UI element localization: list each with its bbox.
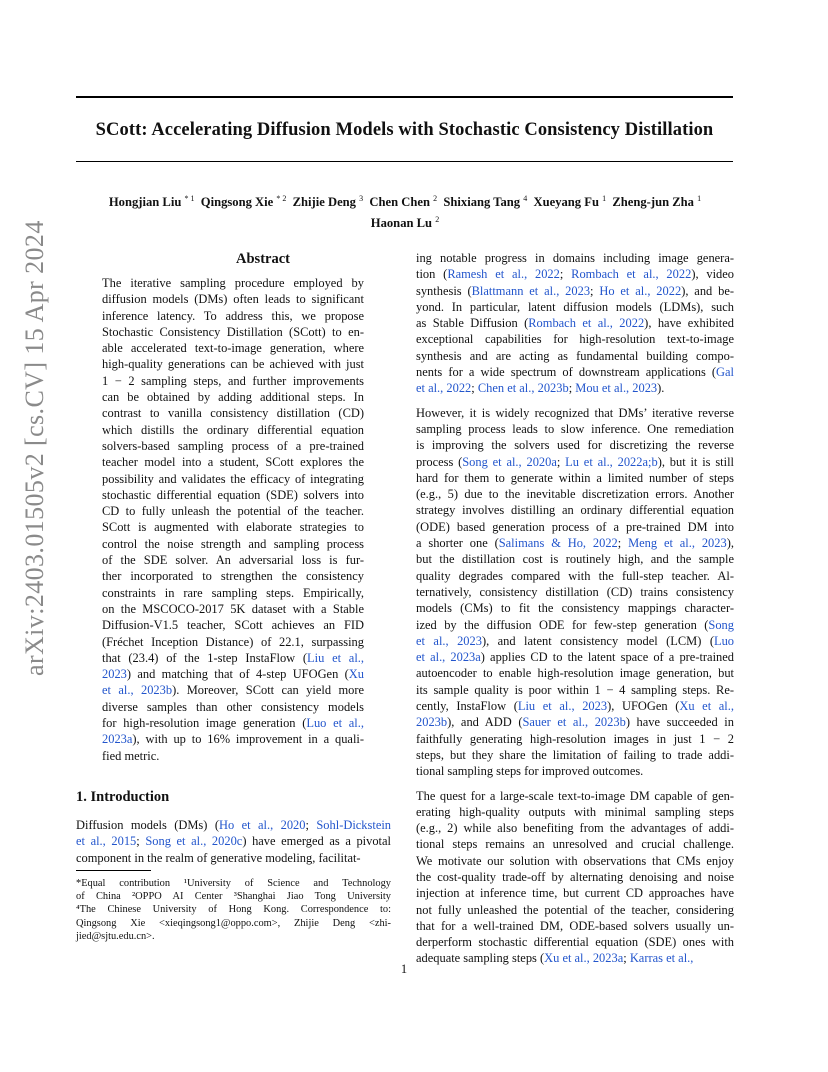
author-name: Zhijie Deng $^3$: [292, 194, 364, 210]
footnote-rule: [76, 870, 151, 871]
text-line: ing notable progress in domains including image genera-: [416, 251, 734, 265]
text-line: that (23.4) of the 1-step InstaFlow (Liu et al.,: [102, 650, 364, 665]
text-line: adequate sampling steps (Xu et al., 2023a; Karras et al.,: [416, 951, 694, 966]
text-line: Qingsong Xie <xieqingsong1@oppo.com>, Zhijie Deng <zhi-: [76, 917, 391, 929]
citation-link[interactable]: Rombach et al., 2022: [571, 267, 692, 282]
author-affiliation-mark: 2: [433, 194, 438, 203]
text-line: et al., 2023b). Moreover, SCott can yield more: [102, 683, 365, 698]
text-line: exceptional capabilities for high-resolution text-to-image: [416, 332, 734, 347]
citation-link[interactable]: Song et al., 2020a: [462, 454, 557, 469]
text-line: The quest for a large-scale text-to-image DM capable of gen-: [416, 788, 734, 803]
paragraph: [76, 877, 391, 943]
citation-link[interactable]: Rombach et al., 2022: [528, 316, 645, 331]
title-bottom-rule: [76, 161, 733, 162]
citation-link[interactable]: 2023a: [102, 732, 133, 747]
text-line: *Equal contribution ¹University of Science and Technology: [76, 878, 391, 889]
text-line: tion (Ramesh et al., 2022; Rombach et al., 2022), video: [416, 267, 735, 282]
paragraph: [76, 817, 391, 866]
text-line: The iterative sampling procedure employed by: [102, 276, 364, 290]
text-line: Diffusion models (DMs) (Ho et al., 2020; Sohl-Dickstein: [76, 818, 392, 832]
citation-link[interactable]: Ho et al., 2020: [218, 818, 306, 832]
text-line: stochastic differential equation (SDE) solvers into: [102, 487, 364, 502]
text-line: that for a well-trained DM, ODE-based solvers usually un-: [416, 918, 734, 933]
citation-link[interactable]: Liu et al.,: [307, 650, 364, 665]
author-name: Shixiang Tang $^4$: [443, 194, 528, 210]
text-line: ternatively, consistency distillation (CD) trains consistency: [416, 584, 734, 599]
text-line: but the distillation cost is routinely high, and the sample: [416, 552, 734, 567]
text-line: possibility and validates the efficacy of integrating: [102, 471, 364, 486]
paragraph: [416, 788, 734, 967]
text-line: strategy involves distilling an ordinary differential equation: [416, 503, 734, 518]
text-line: derperform stochastic differential equation (SDE) ones with: [416, 935, 734, 950]
text-line: Stochastic Consistency Distillation (SCott) to en-: [102, 324, 364, 339]
text-line: teacher model into a student, SCott explores the: [102, 455, 364, 470]
arxiv-stamp-text: arXiv:2403.01505v2 [cs.CV] 15 Apr 2024: [20, 220, 49, 676]
author-affiliation-mark: 1: [697, 194, 702, 203]
citation-link[interactable]: Sauer et al., 2023b: [522, 715, 626, 730]
citation-link[interactable]: Blattmann et al., 2023: [471, 283, 591, 298]
text-line: SCott is augmented with elaborate strategies to: [102, 520, 364, 535]
text-line: able accelerated text-to-image generation, where: [102, 341, 364, 356]
author-name: Zheng-jun Zha $^1$: [612, 194, 702, 210]
abstract-heading: Abstract: [236, 251, 290, 267]
text-line: 2023b), and ADD (Sauer et al., 2023b) have succeeded in: [416, 715, 734, 730]
author-name: Qingsong Xie $^{* 2}$: [200, 194, 287, 210]
paragraph: [416, 250, 734, 397]
text-line: 1 − 2 sampling steps, and further improvements: [102, 373, 364, 388]
text-line: We motivate our solution with observations that CMs enjoy: [416, 853, 734, 868]
text-line: tional steps remains an unresolved and crucial challenge.: [416, 837, 734, 852]
text-line: ther incorporated to strengthen the consistency: [102, 569, 364, 584]
author-affiliation-mark: 4: [523, 194, 528, 203]
paragraph: [102, 275, 364, 764]
citation-link[interactable]: et al., 2023a: [416, 650, 481, 665]
text-line: of China ²OPPO AI Center ³Shanghai Jiao Tong University: [76, 891, 391, 903]
citation-link[interactable]: Ho et al., 2022: [599, 283, 682, 298]
citation-link[interactable]: et al., 2015: [76, 834, 137, 849]
author-affiliation-mark: * 1: [184, 194, 195, 203]
citation-link[interactable]: 2023b: [416, 715, 448, 730]
text-line: CD to fully unleash the potential of the teacher.: [102, 504, 364, 519]
text-line: process (Song et al., 2020a; Lu et al., 2022a;b), but it is still: [416, 454, 734, 469]
text-line: high-quality generations can be achieved with just: [102, 357, 364, 372]
text-line: et al., 2023), and latent consistency model (LCM) (Luo: [416, 633, 735, 648]
author-name: Hongjian Liu $^{* 1}$: [108, 194, 195, 210]
text-line: (ODE) based generation process of a pre-trained DM into: [416, 519, 734, 534]
text-line: as Stable Diffusion (Rombach et al., 2022), have exhibited: [416, 316, 734, 331]
text-line: (e.g., 5) due to the inevitable discretization errors. Another: [416, 487, 734, 502]
citation-link[interactable]: Liu et al., 2023: [517, 699, 608, 714]
citation-link[interactable]: Meng et al., 2023: [628, 536, 727, 551]
text-line: jied@sjtu.edu.cn>.: [76, 930, 155, 942]
citation-link[interactable]: et al., 2023b: [102, 683, 173, 698]
text-line: inference latency. To address this, we propose: [102, 308, 364, 323]
text-line: can be obtained by adding additional steps. In: [102, 390, 364, 405]
text-line: is improving the solvers used for discretizing the reverse: [416, 438, 734, 453]
text-line: its sample quality is poor within 1 − 4 sampling steps. Re-: [416, 682, 734, 697]
text-line: injection at inference time, but current CD approaches have: [416, 886, 734, 901]
author-name: Xueyang Fu $^1$: [533, 194, 607, 210]
text-line: cently, InstaFlow (Liu et al., 2023), UFOGen (Xu et al.,: [416, 699, 734, 714]
paper-title: SCott: Accelerating Diffusion Models with Stochastic Consistency Distillation: [95, 120, 714, 140]
text-line: not fully unleashed the potential of the teacher, considering: [416, 902, 734, 917]
text-line: diverse samples than other consistency models: [102, 699, 364, 714]
author-affiliation-mark: 3: [359, 194, 364, 203]
footnote: [76, 877, 391, 943]
author-affiliation-mark: 2: [435, 215, 440, 225]
citation-link[interactable]: Song et al., 2020c: [145, 834, 243, 849]
citation-link[interactable]: Ramesh et al., 2022: [447, 267, 560, 282]
text-line: diffusion models (DMs) often leads to significant: [102, 292, 364, 307]
citation-link[interactable]: Luo et al.,: [306, 716, 364, 731]
citation-link[interactable]: et al., 2022: [416, 381, 472, 396]
text-line: control the noise strength and sampling process: [102, 536, 364, 551]
author-affiliation-mark: * 2: [276, 194, 287, 203]
right-column-body: [416, 250, 734, 975]
author-name: Haonan Lu $^2$: [370, 215, 440, 231]
citation-link[interactable]: Lu et al., 2022a;b: [565, 454, 658, 469]
author-name: Chen Chen $^2$: [369, 194, 438, 210]
author-affiliation-mark: 1: [602, 194, 607, 203]
citation-link[interactable]: Xu et al., 2023a: [544, 951, 624, 966]
citation-link[interactable]: Xu: [348, 667, 364, 682]
abstract-body: [102, 275, 364, 764]
citation-link[interactable]: Karras et al.,: [629, 951, 694, 966]
citation-link[interactable]: Sohl-Dickstein: [316, 818, 392, 832]
text-line: for high-resolution image generation (Luo et al.,: [102, 716, 364, 731]
text-line: steps, but they share the limitation of failing to trade addi-: [416, 747, 734, 762]
text-line: faithfully generating high-resolution images in just 1 − 2: [416, 731, 734, 746]
text-line: 2023a), with up to 16% improvement in a quali-: [102, 732, 364, 747]
text-line: fied metric.: [102, 748, 160, 763]
author-line: [60, 190, 750, 211]
paragraph: [416, 405, 734, 780]
text-line: (e.g., 2) while also benefiting from the advantages of addi-: [416, 821, 734, 836]
text-line: erating high-quality outputs with minimal sampling steps: [416, 804, 734, 819]
text-line: et al., 2023a) applies CD to the latent space of a pre-trained: [416, 650, 734, 665]
text-line: contrast to vanilla consistency distillation (CD): [102, 406, 364, 421]
text-line: which distills the ordinary differential equation: [102, 422, 364, 437]
text-line: Diffusion-V1.5 teacher, SCott achieves an FID: [102, 618, 364, 633]
text-line: component in the realm of generative modeling, facilitat-: [76, 850, 361, 865]
text-line: ⁴The Chinese University of Hong Kong. Correspondence to:: [76, 904, 391, 916]
citation-link[interactable]: Gal: [716, 365, 734, 380]
text-line: the cost-quality trade-off by alternating denoising and noise: [416, 869, 734, 884]
introduction-body: [76, 817, 391, 866]
text-line: synthesis and are acting as fundamental building compo-: [416, 348, 734, 363]
text-line: et al., 2022; Chen et al., 2023b; Mou et al., 2023).: [416, 381, 665, 396]
author-line: [60, 211, 750, 232]
text-line: synthesis (Blattmann et al., 2023; Ho et al., 2022), and be-: [416, 283, 734, 298]
citation-link[interactable]: Chen et al., 2023b: [477, 381, 569, 396]
text-line: autoencoder to enable high-resolution image generation, but: [416, 666, 734, 681]
citation-link[interactable]: et al., 2023: [416, 633, 482, 648]
text-line: models (CMs) to fit the consistency mappings character-: [416, 601, 734, 616]
text-line: constraints in rare sampling steps. Empirically,: [102, 585, 364, 600]
text-line: a shorter one (Salimans & Ho, 2022; Meng et al., 2023),: [416, 536, 734, 551]
page-number: 1: [400, 962, 408, 976]
text-line: on the MSCOCO-2017 5K dataset with a Stable: [102, 601, 364, 616]
citation-link[interactable]: Xu et al.,: [679, 699, 734, 714]
title-top-rule: [76, 96, 733, 98]
text-line: (Fréchet Inception Distance) of 22.1, surpassing: [102, 634, 364, 649]
citation-link[interactable]: Song: [708, 617, 734, 632]
text-line: However, it is widely recognized that DMs’ iterative reverse: [416, 405, 734, 420]
text-line: hard for them to generate within a limited number of steps: [416, 470, 734, 485]
text-line: et al., 2015; Song et al., 2020c) have emerged as a pivotal: [76, 834, 391, 849]
author-list: [60, 190, 750, 232]
citation-link[interactable]: 2023: [102, 667, 127, 682]
text-line: 2023) and matching that of 4-step UFOGen (Xu: [102, 667, 364, 682]
text-line: solvers-based sampling process of a pre-trained: [102, 438, 364, 453]
text-line: quality degrades compared with the full-step teacher. Al-: [416, 568, 734, 583]
citation-link[interactable]: Luo: [713, 633, 735, 648]
text-line: nents for a wide spectrum of downstream applications (Gal: [416, 365, 734, 380]
text-line: of the SDE solver. An adversarial loss is fur-: [102, 553, 364, 568]
introduction-heading: 1. Introduction: [76, 789, 170, 805]
text-line: ized by the diffusion ODE for few-step generation (Song: [416, 617, 734, 632]
text-line: yond. In particular, latent diffusion models (LDMs), such: [416, 299, 734, 314]
text-line: sampling process leads to slow inference. One remediation: [416, 421, 734, 436]
text-line: tional sampling steps for improved outcomes.: [416, 764, 644, 779]
citation-link[interactable]: Mou et al., 2023: [575, 381, 658, 396]
citation-link[interactable]: Salimans & Ho, 2022: [498, 536, 618, 551]
